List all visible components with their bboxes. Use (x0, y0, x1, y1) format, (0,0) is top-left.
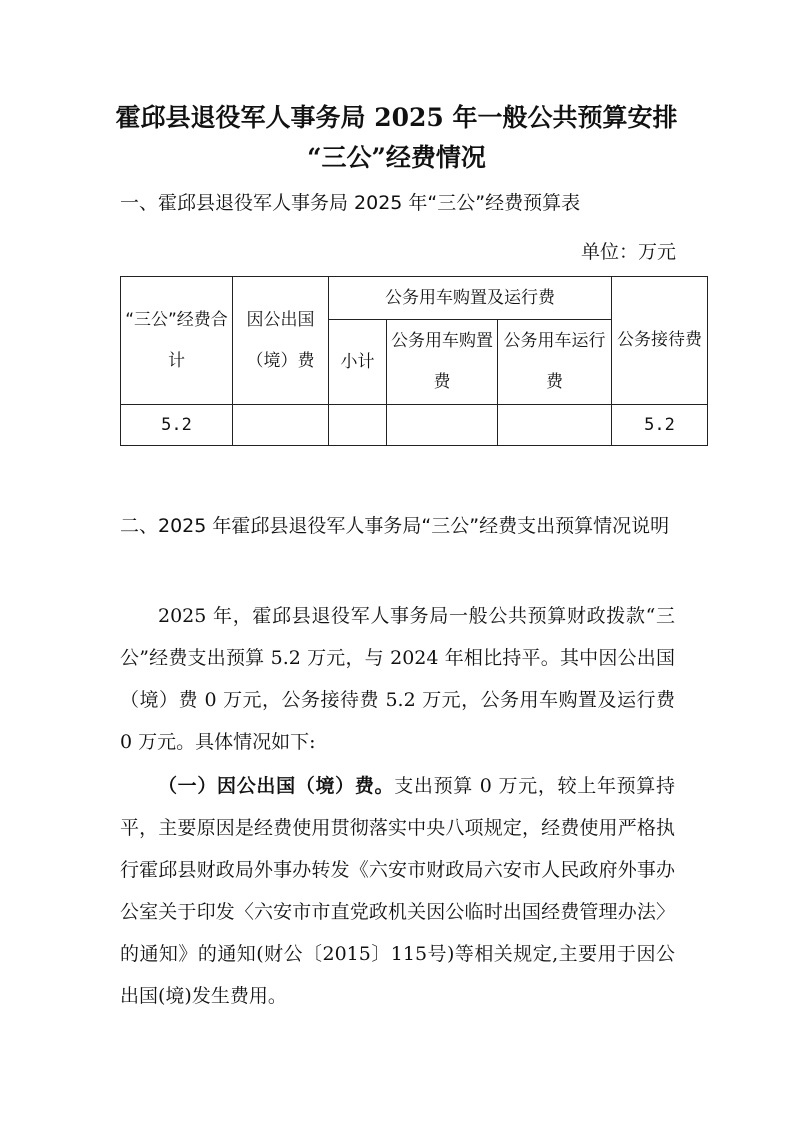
cell-subtotal (329, 405, 387, 446)
section-1-heading: 一、霍邱县退役军人事务局 2025 年“三公”经费预算表 (120, 192, 581, 214)
cell-total: 5.2 (121, 405, 233, 446)
header-vehicle-group: 公务用车购置及运行费 (329, 277, 612, 320)
paragraph-2 (120, 765, 675, 1017)
section-2-heading: 二、2025 年霍邱县退役军人事务局“三公”经费支出预算情况说明 (120, 515, 670, 537)
table-row (121, 405, 708, 446)
document-title-line-1: 霍邱县退役军人事务局 2025 年一般公共预算安排 (115, 103, 678, 132)
document-title-line-2: “三公”经费情况 (307, 143, 486, 172)
paragraph-2-body: 支出预算 0 万元，较上年预算持平，主要原因是经费使用贯彻落实中央八项规定，经费使用严格执行霍邱县财政局外事办转发《六安市财政局六安市人民政府外事办公室关于印发〈六安市市直党政机关因公临时出国经费管理办法〉的通知》的通知(财公〔2015〕115号)等相关规定,主要用于因公出国(境)发生费用。 (120, 775, 675, 1007)
header-vehicle-purchase: 公务用车购置费 (387, 320, 498, 405)
paragraph-2-lead: （一）因公出国（境）费。 (158, 775, 395, 797)
header-vehicle-operation: 公务用车运行费 (498, 320, 612, 405)
budget-table (120, 276, 708, 446)
cell-vehicle-operation (498, 405, 612, 446)
cell-reception: 5.2 (612, 405, 708, 446)
header-abroad: 因公出国（境）费 (233, 277, 329, 405)
paragraph-1: 2025 年，霍邱县退役军人事务局一般公共预算财政拨款“三公”经费支出预算 5.2 万元，与 2024 年相比持平。其中因公出国（境）费 0 万元，公务接待费 5.2 万元，公务用车购置及运行费 0 万元。具体情况如下: (120, 605, 675, 753)
header-reception: 公务接待费 (612, 277, 708, 405)
header-total: “三公”经费合计 (121, 277, 233, 405)
header-subtotal: 小计 (329, 320, 387, 405)
cell-vehicle-purchase (387, 405, 498, 446)
cell-abroad (233, 405, 329, 446)
unit-label: 单位：万元 (580, 241, 676, 263)
